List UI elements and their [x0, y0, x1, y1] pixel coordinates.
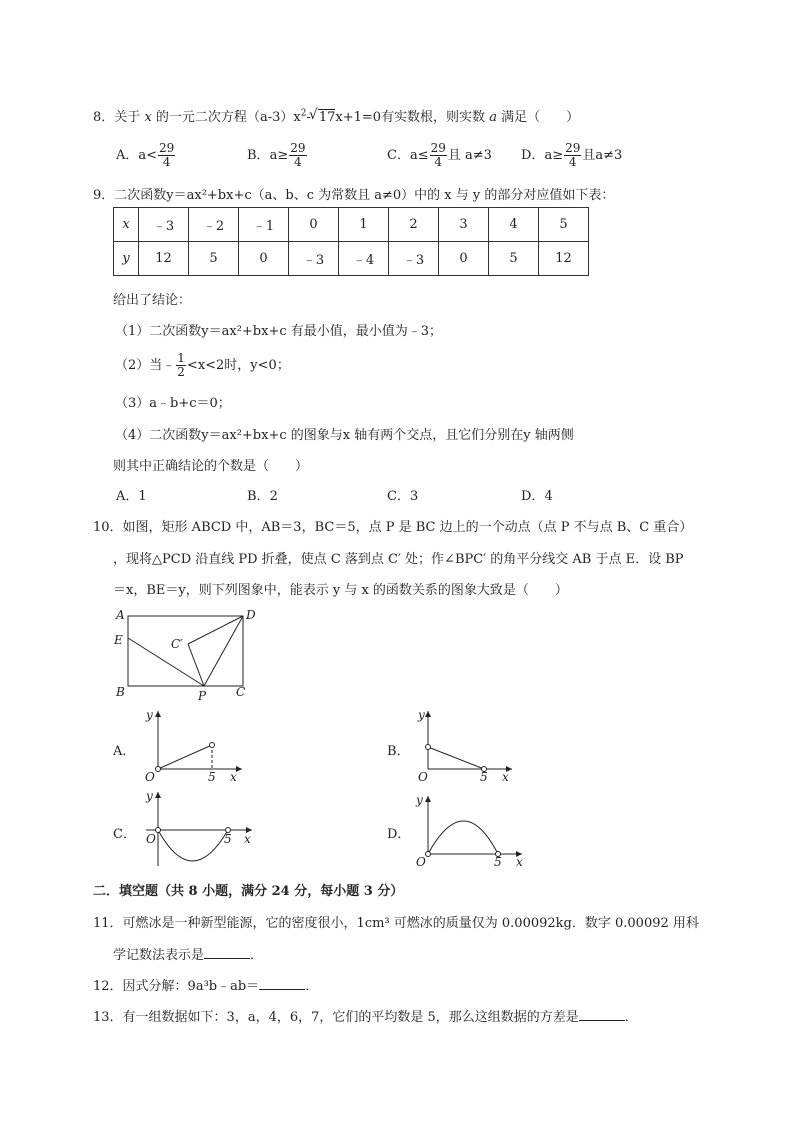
rectangle-figure	[108, 606, 258, 702]
q10-option-d-label: D．	[387, 827, 411, 842]
tick-label-5: 5	[494, 855, 502, 868]
table-cell: ﹣3	[389, 242, 439, 276]
table-cell: 0	[439, 242, 489, 276]
label-p: P	[198, 689, 207, 702]
table-cell: 5	[189, 242, 239, 276]
y-label: y	[146, 708, 153, 722]
table-cell: 5	[489, 242, 539, 276]
tick-label-5: 5	[224, 832, 232, 846]
y-label: y	[416, 793, 423, 807]
q10-option-b-label: B．	[387, 744, 410, 759]
q9-conclusion-4: （4）二次函数y＝ax²+bx+c 的图象与x 轴有两个交点，且它们分别在y 轴两侧	[115, 428, 574, 443]
q8-stem: 8．关于 x 的一元二次方程$(a-3)x^2-√$ 17x+1=0有实数根，则实数 a 满足（ ）	[93, 106, 579, 125]
q9-conclusion-1: （1）二次函数y＝ax²+bx+c 有最小值，最小值为﹣3；	[115, 324, 443, 339]
q12: 12．因式分解：9a³b﹣ab＝ ．	[93, 979, 319, 994]
graph-curve	[158, 830, 228, 861]
q9-option-d: D．4	[521, 489, 553, 504]
label-e: E	[114, 633, 123, 647]
open-point	[426, 745, 431, 750]
y-arrow-icon	[155, 792, 161, 798]
origin-label: O	[146, 832, 156, 846]
q9-ask: 则其中正确结论的个数是（ ）	[113, 459, 309, 474]
table-cell: 0	[289, 208, 339, 242]
graph-line	[158, 745, 212, 769]
origin-label: O	[416, 855, 426, 868]
q11-line-2: 学记数法表示是 ．	[113, 948, 264, 963]
graph-option-a	[140, 705, 250, 783]
table-cell: 4	[489, 208, 539, 242]
q8-option-a: A．a< $\frac{29}{4}$	[116, 141, 175, 169]
section-2-title: 二．填空题（共 8 小题，满分 24 分，每小题 3 分）	[93, 884, 404, 899]
answer-blank[interactable]	[204, 946, 250, 959]
q9-value-table	[113, 207, 589, 276]
q10-option-a-label: A．	[113, 744, 136, 759]
table-header-y: y	[114, 242, 139, 276]
segment-pc-prime	[188, 644, 204, 686]
answer-blank[interactable]	[579, 1008, 625, 1021]
q11-line-1: 11．可燃冰是一种新型能源，它的密度很小，1cm³ 可燃冰的质量仅为 0.00092kg．数字 0.00092 用科	[93, 916, 699, 931]
origin-label: O	[418, 770, 428, 783]
q9-conclusion-2: （2）当﹣ $\frac{1}{2}$ <x<2时，y<0；	[115, 351, 290, 379]
q9-option-b: B．2	[247, 489, 278, 504]
open-point	[426, 852, 431, 857]
graph-option-b	[410, 705, 520, 783]
table-cell: ﹣3	[139, 208, 189, 242]
table-cell: ﹣1	[239, 208, 289, 242]
table-cell: ﹣2	[189, 208, 239, 242]
y-arrow-icon	[425, 711, 431, 717]
segment-pd	[204, 616, 243, 686]
q10-line-2: ，现将△PCD 沿直线 PD 折叠，使点 C 落到点 C′ 处；作∠BPC′ 的角平分线交 AB 于点 E．设 BP	[113, 552, 684, 567]
graph-line	[428, 747, 484, 769]
y-arrow-icon	[155, 711, 161, 717]
y-label: y	[418, 708, 425, 722]
table-cell: ﹣3	[289, 242, 339, 276]
q9-stem: 9．二次函数y＝ax²+bx+c（a、b、c 为常数且 a≠0）中的 x 与 y 的部分对应值如下表：	[93, 188, 615, 203]
q9-intro: 给出了结论：	[113, 293, 192, 308]
x-label: x	[244, 832, 251, 846]
q9-conclusion-3: （3）a﹣b+c＝0；	[115, 396, 231, 411]
graph-curve	[428, 821, 498, 854]
q8-option-b: B．a≥ $\frac{29}{4}$	[247, 141, 306, 169]
sqrt-17: √ 17	[318, 109, 336, 125]
tick-label-5: 5	[208, 770, 216, 783]
q8-option-d: D．a≥ $\frac{29}{4}$ 且a≠3	[521, 141, 623, 169]
table-cell: 2	[389, 208, 439, 242]
graph-option-d	[410, 790, 530, 868]
rectangle-abcd	[128, 616, 243, 686]
table-cell: 3	[439, 208, 489, 242]
label-c-prime: C′	[171, 637, 183, 651]
origin-label: O	[145, 770, 155, 783]
table-cell: ﹣4	[339, 242, 389, 276]
table-header-x: x	[114, 208, 139, 242]
x-label: x	[230, 770, 237, 783]
label-a: A	[116, 608, 125, 622]
q10-option-c-label: C．	[113, 827, 136, 842]
tick-label-5: 5	[480, 770, 488, 783]
q9-option-a: A．1	[116, 489, 147, 504]
y-label: y	[146, 789, 153, 803]
q10-line-1: 10．如图，矩形 ABCD 中，AB＝3，BC＝5，点 P 是 BC 边上的一个动点（点 P 不与点 B、C 重合）	[93, 520, 693, 535]
q10-line-3: ＝x，BE＝y，则下列图象中，能表示 y 与 x 的函数关系的图象大致是（ ）	[113, 583, 568, 598]
table-row-y	[114, 242, 589, 276]
table-cell: 12	[139, 242, 189, 276]
q13: 13．有一组数据如下：3，a，4，6，7，它们的平均数是 5，那么这组数据的方差是 ．	[93, 1010, 638, 1025]
q9-option-c: C．3	[387, 489, 419, 504]
x-arrow-icon	[236, 766, 242, 772]
label-d: D	[246, 608, 256, 622]
table-cell: 12	[539, 242, 589, 276]
table-row-x	[114, 208, 589, 242]
table-cell: 0	[239, 242, 289, 276]
q8-option-c: C．a≤ $\frac{29}{4}$ 且 a≠3	[387, 141, 492, 169]
open-point	[156, 767, 161, 772]
label-b: B	[116, 685, 125, 699]
label-c: C	[236, 685, 246, 699]
segment-ep	[128, 638, 204, 686]
answer-blank[interactable]	[259, 977, 305, 990]
x-label: x	[502, 770, 509, 783]
open-point	[156, 828, 161, 833]
y-arrow-icon	[425, 796, 431, 802]
x-label: x	[516, 855, 523, 868]
table-cell: 5	[539, 208, 589, 242]
open-point	[210, 743, 215, 748]
table-cell: 1	[339, 208, 389, 242]
graph-option-c	[140, 788, 260, 870]
